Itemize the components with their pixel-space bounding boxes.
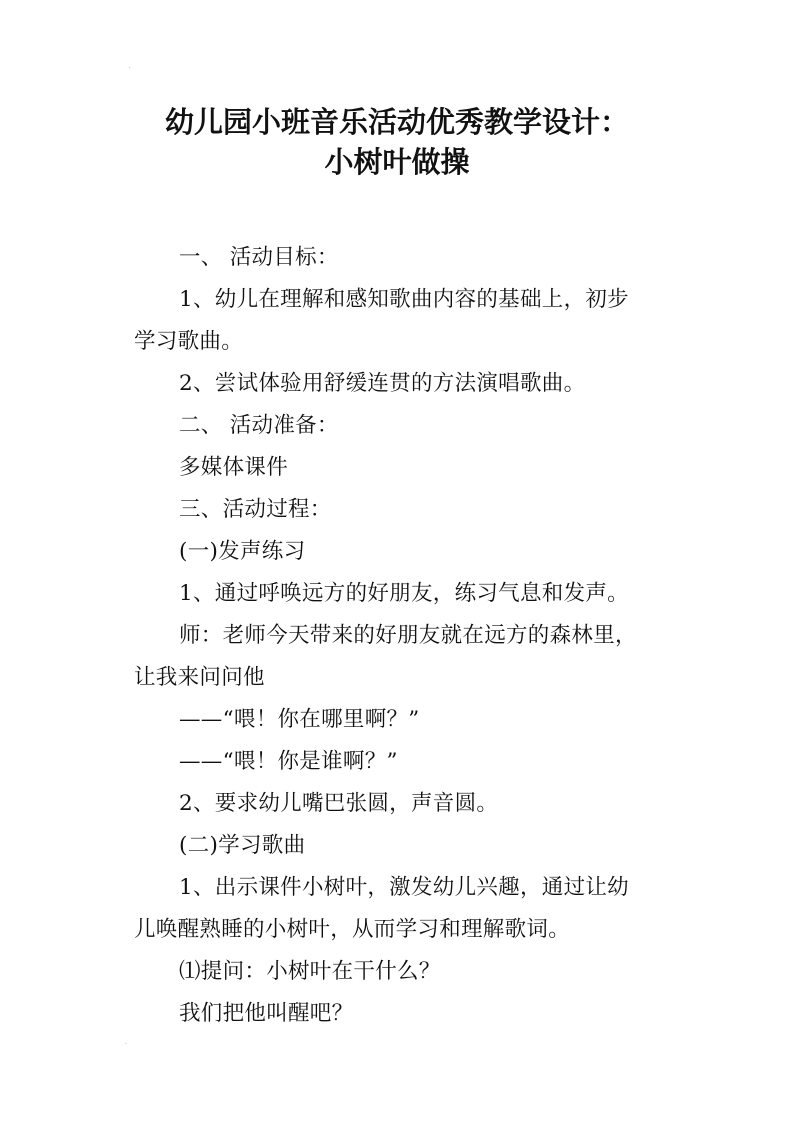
paragraph-line: (二)学习歌曲 <box>179 833 306 858</box>
paragraph-line: (一)发声练习 <box>179 539 306 564</box>
paragraph-line: 让我来问问他 <box>134 665 265 690</box>
document-title-line-2: 小树叶做操 <box>324 145 470 179</box>
paragraph-line: 2、尝试体验用舒缓连贯的方法演唱歌曲。 <box>179 371 586 396</box>
paragraph-line: 多媒体课件 <box>179 455 289 480</box>
paragraph-line: 师：老师今天带来的好朋友就在远方的森林里， <box>179 623 637 648</box>
paragraph-line: 1、幼儿在理解和感知歌曲内容的基础上，初步 <box>179 287 629 312</box>
paragraph-line: 二、 活动准备： <box>179 413 339 438</box>
paragraph-line: ——“喂！你在哪里啊？” <box>179 707 420 732</box>
corner-mark: · <box>124 1039 128 1050</box>
paragraph-line: ——“喂！你是谁啊？” <box>179 749 398 774</box>
paragraph-line: 儿唤醒熟睡的小树叶，从而学习和理解歌词。 <box>134 917 571 942</box>
paragraph-line: 1、通过呼唤远方的好朋友，练习气息和发声。 <box>179 581 629 606</box>
paragraph-line: 我们把他叫醒吧？ <box>179 1001 354 1026</box>
paragraph-line: 2、要求幼儿嘴巴张圆，声音圆。 <box>179 791 499 816</box>
paragraph-line: ⑴提问：小树叶在干什么？ <box>179 959 441 984</box>
document-title-line-1: 幼儿园小班音乐活动优秀教学设计： <box>164 105 629 139</box>
paragraph-line: 1、出示课件小树叶，激发幼儿兴趣，通过让幼 <box>179 875 629 900</box>
paragraph-line: 三、活动过程： <box>179 497 332 522</box>
paragraph-line: 一、 活动目标： <box>179 245 339 270</box>
paragraph-line: 学习歌曲。 <box>134 329 244 354</box>
corner-mark: · <box>128 63 132 74</box>
document-body <box>134 237 674 1035</box>
